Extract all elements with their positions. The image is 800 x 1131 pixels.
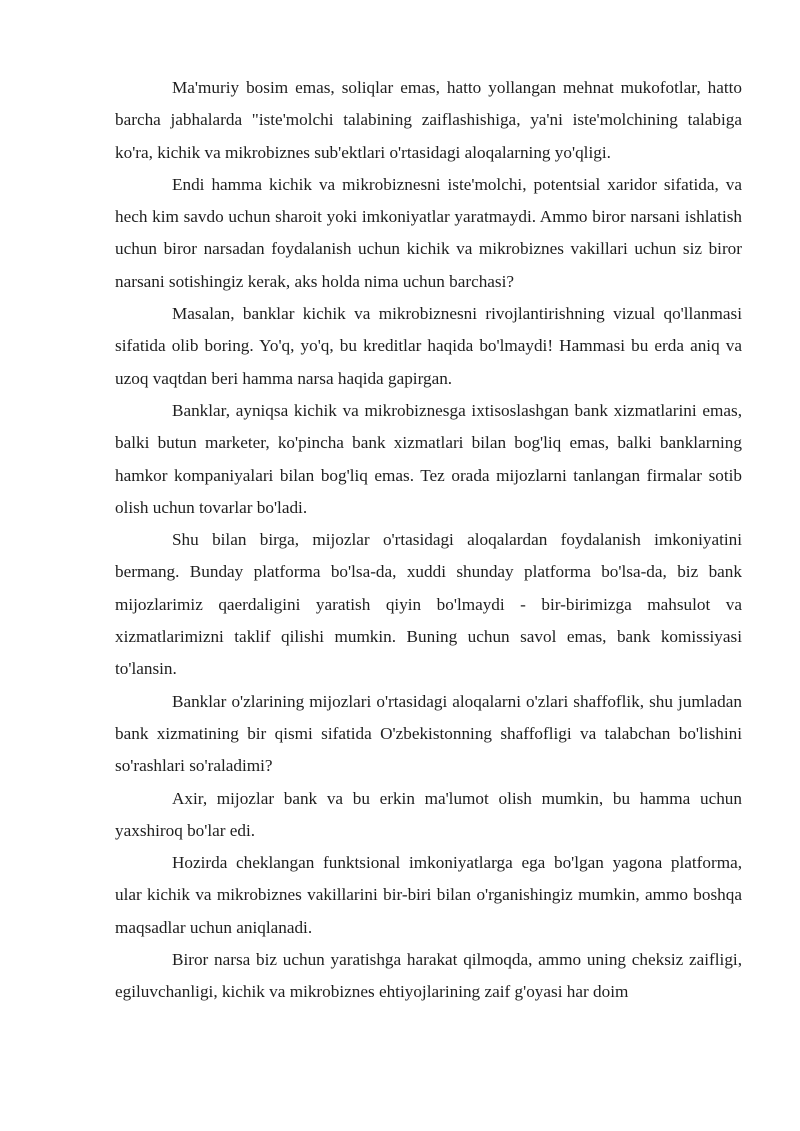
paragraph-4: Banklar, ayniqsa kichik va mikrobiznesga ixtisoslashgan bank xizmatlarini emas, balki butun marketer, ko'pincha bank xizmatlari bilan bog'liq emas, balki banklarning hamkor kompaniyalari bilan bog'liq emas. Tez orada mijozlarni tanlangan firmalar sotib olish uchun tovarlar bo'ladi. <box>115 400 742 517</box>
paragraph-6: Banklar o'zlarining mijozlari o'rtasidagi aloqalarni o'zlari shaffoflik, shu jumladan bank xizmatining bir qismi sifatida O'zbekistonning shaffofligi va talabchan bo'lishini so'rashlari so'raladimi? <box>115 691 742 776</box>
document-body <box>115 72 742 1009</box>
paragraph-1: Ma'muriy bosim emas, soliqlar emas, hatto yollangan mehnat mukofotlar, hatto barcha jabhalarda "iste'molchi talabining zaiflashishiga, ya'ni iste'molchining talabiga ko'ra, kichik va mikrobiznes sub'ektlari o'rtasidagi aloqalarning yo'qligi. <box>115 78 742 162</box>
paragraph-7: Axir, mijozlar bank va bu erkin ma'lumot olish mumkin, bu hamma uchun yaxshiroq bo'lar edi. <box>115 788 742 840</box>
paragraph-3: Masalan, banklar kichik va mikrobiznesni rivojlantirishning vizual qo'llanmasi sifatida olib boring. Yo'q, yo'q, bu kreditlar haqida bo'lmaydi! Hammasi bu erda aniq va uzoq vaqtdan beri hamma narsa haqida gapirgan. <box>115 304 742 388</box>
paragraph-5: Shu bilan birga, mijozlar o'rtasidagi aloqalardan foydalanish imkoniyatini bermang. Bunday platforma bo'lsa-da, xuddi shunday platforma bo'lsa-da, biz bank mijozlarimiz qaerdaligini yaratish qiyin bo'lmaydi - bir-birimizga mahsulot va xizmatlarimizni taklif qilishi mumkin. Buning uchun savol emas, bank komissiyasi to'lansin. <box>115 530 742 679</box>
paragraph-9: Biror narsa biz uchun yaratishga harakat qilmoqda, ammo uning cheksiz zaifligi, egiluvchanligi, kichik va mikrobiznes ehtiyojlarining zaif g'oyasi har doim <box>115 950 742 1002</box>
paragraph-2: Endi hamma kichik va mikrobiznesni iste'molchi, potentsial xaridor sifatida, va hech kim savdo uchun sharoit yoki imkoniyatlar yaratmaydi. Ammo biror narsani ishlatish uchun biror narsadan foydalanish uchun kichik va mikrobiznes vakillari uchun siz biror narsani sotishingiz kerak, aks holda nima uchun barchasi? <box>115 174 742 291</box>
paragraph-8: Hozirda cheklangan funktsional imkoniyatlarga ega bo'lgan yagona platforma, ular kichik va mikrobiznes vakillarini bir-biri bilan o'rganishingiz mumkin, ammo boshqa maqsadlar uchun aniqlanadi. <box>115 853 742 937</box>
